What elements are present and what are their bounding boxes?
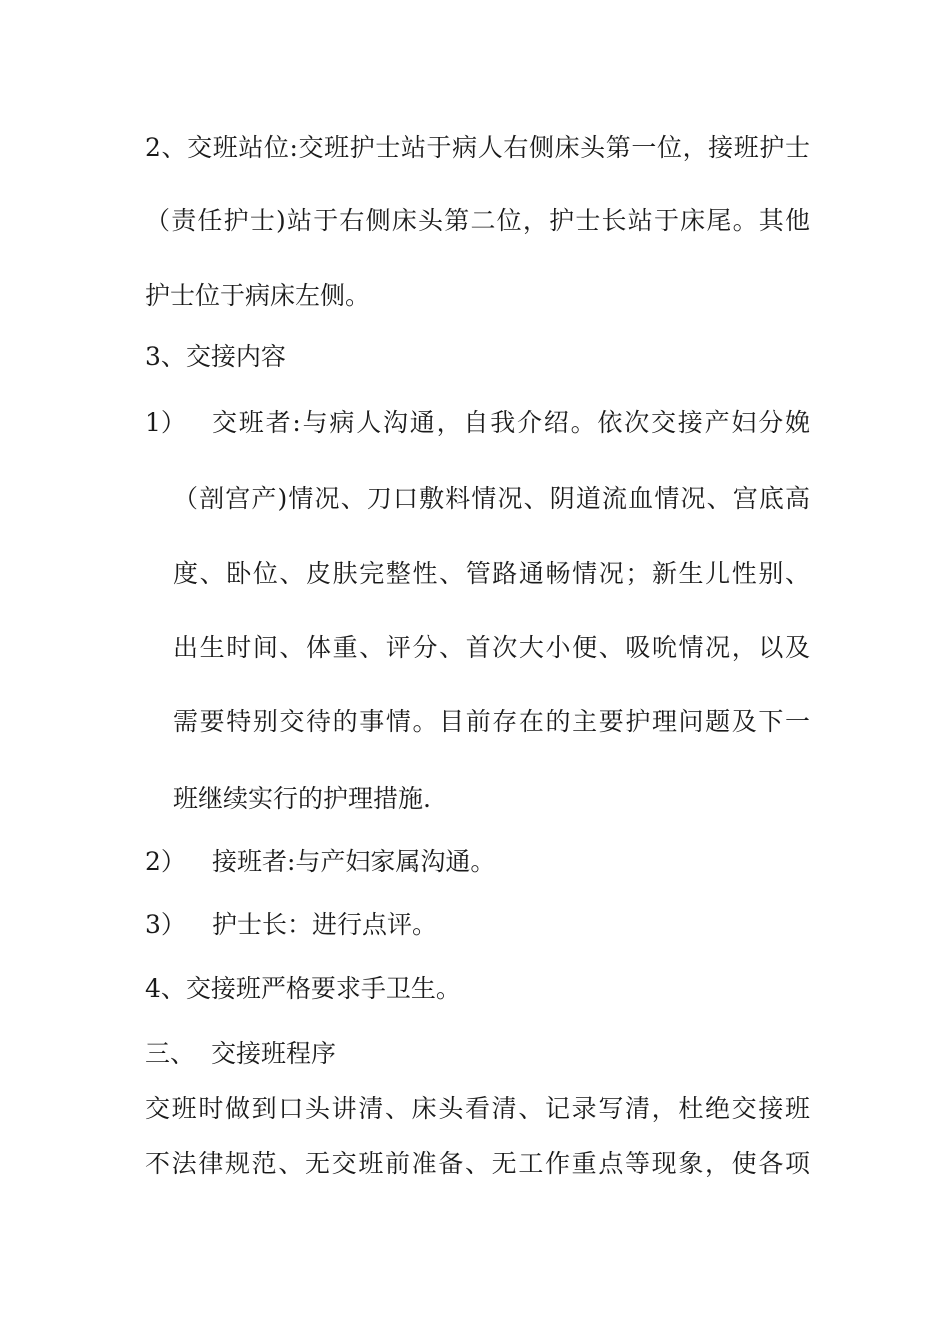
text-line: （剖宫产)情况、刀口敷料情况、阴道流血情况、宫底高 (173, 484, 810, 513)
text-line: 度、卧位、皮肤完整性、管路通畅情况；新生儿性别、 (173, 559, 810, 588)
text-line: （责任护士)站于右侧床头第二位，护士长站于床尾。其他 (145, 206, 810, 235)
text-line: 交班时做到口头讲清、床头看清、记录写清，杜绝交接班 (145, 1094, 810, 1123)
text-line: 班继续实行的护理措施. (173, 784, 431, 813)
list-item (145, 845, 810, 879)
text-line: 需要特别交待的事情。目前存在的主要护理问题及下一 (173, 707, 810, 736)
list-item (145, 908, 810, 942)
section-number: 三、 (145, 1039, 196, 1068)
list-item (145, 406, 810, 440)
section-heading (145, 1037, 810, 1071)
heading-line: 3、交接内容 (145, 342, 286, 371)
list-item-text: 接班者:与产妇家属沟通。 (212, 847, 496, 876)
section-title: 交接班程序 (211, 1039, 337, 1068)
text-line: 不法律规范、无交班前准备、无工作重点等现象，使各项 (145, 1149, 810, 1178)
text-line: 出生时间、体重、评分、首次大小便、吸吮情况，以及 (173, 633, 810, 662)
list-item-text: 交班者:与病人沟通，自我介绍。依次交接产妇分娩 (212, 408, 810, 437)
list-item-number: 1） (145, 408, 186, 437)
text-line: 护士位于病床左侧。 (145, 281, 371, 310)
text-line: 4、交接班严格要求手卫生。 (145, 974, 461, 1003)
list-item-number: 3） (145, 910, 186, 939)
list-item-number: 2） (145, 847, 186, 876)
text-line: 2、交班站位:交班护士站于病人右侧床头第一位，接班护士 (145, 133, 810, 162)
list-item-text: 护士长：进行点评。 (212, 910, 438, 939)
